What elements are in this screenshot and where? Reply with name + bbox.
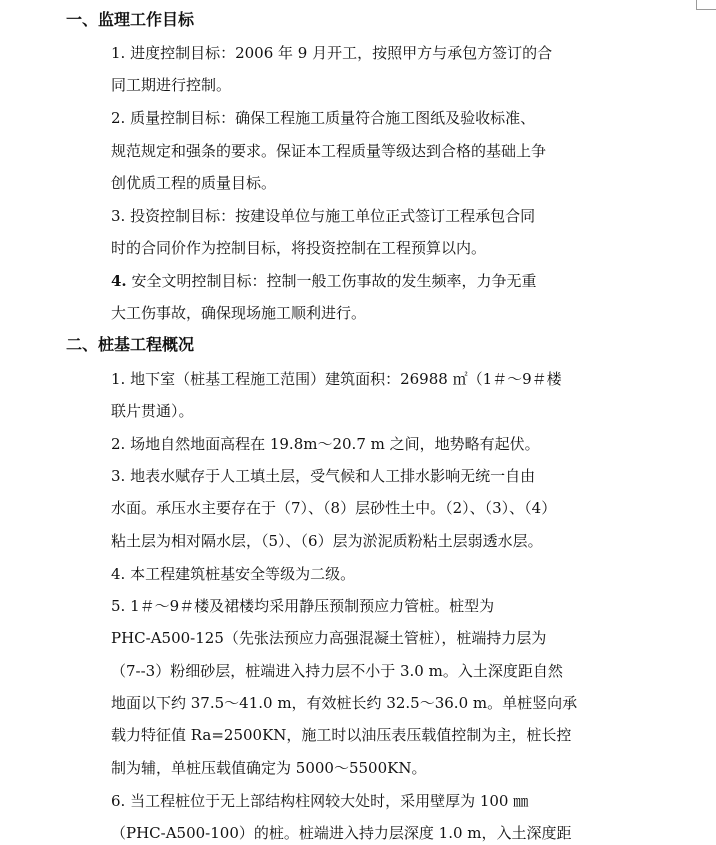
overview-5-line-6: 制为辅，单桩压载值确定为 5000～5500KN。 <box>111 759 427 777</box>
section-heading-pile-overview: 二、桩基工程概况 <box>66 335 195 354</box>
overview-3-line-2: 水面。承压水主要存在于（7）、（8）层砂性土中。（2）、（3）、（4） <box>111 499 557 517</box>
overview-3-line-3: 粘土层为相对隔水层，（5）、（6）层为淤泥质粉粘土层弱透水层。 <box>111 532 543 550</box>
section-heading-goals: 一、监理工作目标 <box>66 10 195 29</box>
goal-2-line-3: 创优质工程的质量目标。 <box>111 174 277 192</box>
overview-5-line-5: 载力特征值 Ra=2500KN，施工时以油压表压载值控制为主，桩长控 <box>111 726 572 744</box>
goal-4-text: 安全文明控制目标：控制一般工伤事故的发生频率，力争无重 <box>131 272 537 290</box>
goal-2-line-1: 2. 质量控制目标：确保工程施工质量符合施工图纸及验收标准、 <box>111 109 536 127</box>
goal-4-line-2: 大工伤事故，确保现场施工顺利进行。 <box>111 304 367 322</box>
overview-6-line-2: （PHC-A500-100）的桩。桩端进入持力层深度 1.0 m，入土深度距 <box>111 824 572 842</box>
overview-5-line-3: （7--3）粉细砂层，桩端进入持力层不小于 3.0 m。入土深度距自然 <box>111 662 563 680</box>
overview-5-line-1: 5. 1＃～9＃楼及裙楼均采用静压预制预应力管桩。桩型为 <box>111 597 495 615</box>
overview-5-line-4: 地面以下约 37.5～41.0 m，有效桩长约 32.5～36.0 m。单桩竖向承 <box>111 694 578 712</box>
goal-1-line-2: 同工期进行控制。 <box>111 76 232 94</box>
page-corner-mark <box>696 0 716 10</box>
overview-4-line-1: 4. 本工程建筑桩基安全等级为二级。 <box>111 565 356 583</box>
goal-4-number: 4. <box>111 272 127 290</box>
overview-5-line-2: PHC-A500-125（先张法预应力高强混凝土管桩），桩端持力层为 <box>111 629 547 647</box>
goal-3-line-1: 3. 投资控制目标：按建设单位与施工单位正式签订工程承包合同 <box>111 207 536 225</box>
overview-3-line-1: 3. 地表水赋存于人工填土层，受气候和人工排水影响无统一自由 <box>111 467 536 485</box>
goal-4-line-1 <box>111 270 536 292</box>
goal-2-line-2: 规范规定和强条的要求。保证本工程质量等级达到合格的基础上争 <box>111 142 547 160</box>
overview-1-line-1: 1. 地下室（桩基工程施工范围）建筑面积：26988 ㎡（1＃～9＃楼 <box>111 370 562 388</box>
goal-3-line-2: 时的合同价作为控制目标，将投资控制在工程预算以内。 <box>111 239 487 257</box>
overview-6-line-1: 6. 当工程桩位于无上部结构柱网较大处时，采用壁厚为 100 ㎜ <box>111 792 529 810</box>
overview-1-line-2: 联片贯通）。 <box>111 402 194 420</box>
goal-1-line-1: 1. 进度控制目标：2006 年 9 月开工，按照甲方与承包方签订的合 <box>111 44 553 62</box>
overview-2-line-1: 2. 场地自然地面高程在 19.8m～20.7 m 之间，地势略有起伏。 <box>111 435 540 453</box>
